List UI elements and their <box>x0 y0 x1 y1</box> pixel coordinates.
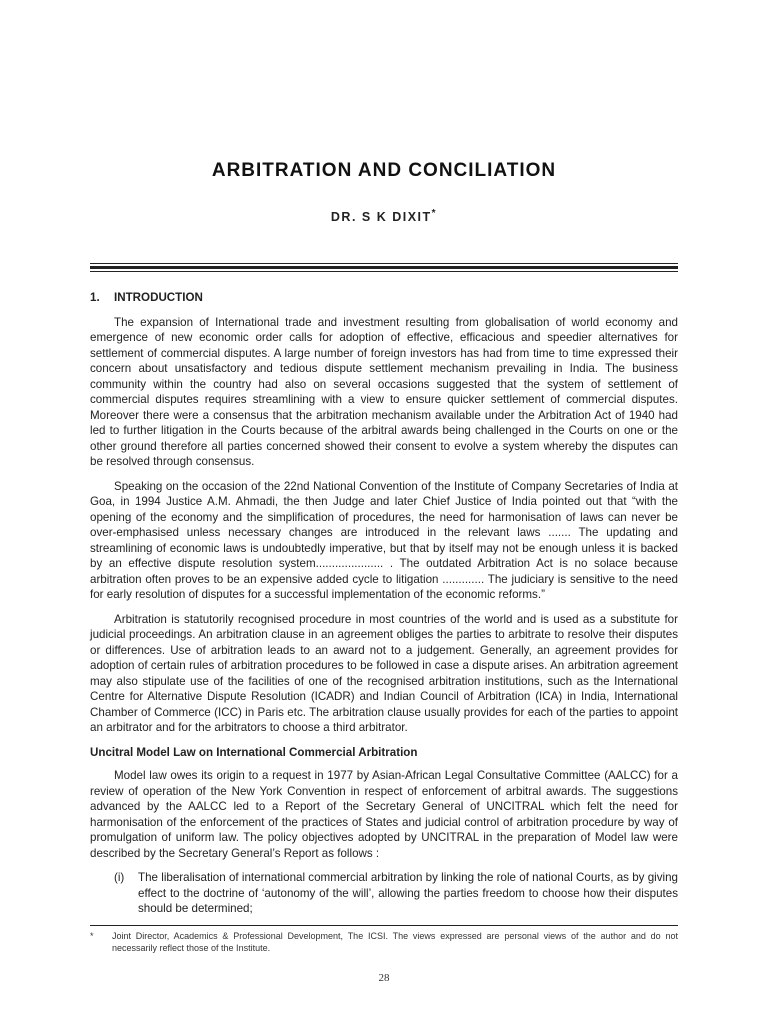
section-heading <box>90 290 678 306</box>
paragraph: The expansion of International trade and investment resulting from globalisation of world economy and emergence of new economic order calls for adoption of effective, efficacious and speedier alternatives for settlement of commercial disputes. A large number of foreign investors has had from time to time expressed their concern about unsatisfactory and tedious dispute settlement mechanism prevailing in India. The business community within the country had also on several occasions suggested that the system of settlement of commercial disputes requires streamlining with a view to ensure quicker settlement of commercial disputes. Moreover there were a consensus that the arbitration mechanism available under the Arbitration Act of 1940 had led to further litigation in the Courts because of the arbitral awards being challenged in the Courts on one or the other ground therefore all parties concerned showed their consent to evolve a system whereby the disputes can be resolved through consensus. <box>90 315 678 468</box>
page-number: 28 <box>378 972 390 984</box>
paragraph: Model law owes its origin to a request in 1977 by Asian-African Legal Consultative Committee (AALCC) for a review of operation of the New York Convention in respect of enforcement of arbitral awards. The suggestions advanced by the AALCC led to a Report of the Secretary General of UNCITRAL which felt the need for harmonisation of the enforcement of the practices of States and judicial control of arbitration procedure by way of promulgation of uniform law. The policy objectives adopted by UNCITRAL in the preparation of Model law were described by the Secretary General’s Report as follows : <box>90 769 678 860</box>
list-marker: (i) <box>114 871 125 884</box>
subsection-heading: Uncitral Model Law on International Commercial Arbitration <box>90 745 418 759</box>
list-item-text: The liberalisation of international commercial arbitration by linking the role of national Courts, as by giving effect to the doctrine of ‘autonomy of the will’, allowing the parties freedom to choose how their disputes should be determined; <box>138 871 678 915</box>
footnote <box>90 930 678 954</box>
paragraph: Arbitration is statutorily recognised procedure in most countries of the world and is used as a substitute for judicial proceedings. An arbitration clause in an agreement obliges the parties to arbitrate to resolve their disputes or differences. Use of arbitration leads to an award not to a judgement. Generally, an agreement provides for adoption of certain rules of arbitration procedures to be followed in case a dispute arises. An arbitration agreement may also stipulate use of the facilities of one of the recognised arbitration institutions, such as the International Centre for Alternative Dispute Resolution (ICADR) and Indian Council of Arbitration (ICA) in India, International Chamber of Commerce (ICC) in Paris etc. The arbitration clause usually provides for each of the parties to appoint an arbitrator and for the arbitrators to choose a third arbitrator. <box>90 612 678 734</box>
footnote-divider <box>90 925 678 926</box>
author-line <box>0 208 768 224</box>
author-footnote-mark: * <box>431 208 438 219</box>
divider-thin-bottom <box>90 271 678 272</box>
document-title: ARBITRATION AND CONCILIATION <box>211 160 557 181</box>
footnote-mark: * <box>90 931 94 941</box>
footnote-text: Joint Director, Academics & Professional Development, The ICSI. The views expressed are personal views of the author and do not necessarily reflect those of the Institute. <box>112 931 678 953</box>
divider-thick <box>90 266 678 269</box>
section-number: 1. <box>90 291 100 304</box>
title-divider <box>90 263 678 274</box>
body-text <box>90 290 678 917</box>
paragraph: Speaking on the occasion of the 22nd National Convention of the Institute of Company Secretaries of India at Goa, in 1994 Justice A.M. Ahmadi, the then Judge and later Chief Justice of India pointed out that “with the opening of the economy and the simplification of procedures, the need for harmonisation of laws can never be over-emphasised unless necessary changes are introduced in the relevant laws ....... The updating and streamlining of economic laws is undoubtedly imperative, but that by itself may not be enough unless it is backed by an effective dispute resolution system..................... . The outdated Arbitration Act is no solace because arbitration often proves to be an expensive added cycle to litigation ............. The judiciary is sensitive to the need for early resolution of disputes for a successful implementation of the economic reforms.” <box>90 479 678 601</box>
author-name: DR. S K DIXIT <box>330 210 432 225</box>
divider-thin-top <box>90 263 678 264</box>
list-item <box>114 870 678 917</box>
section-title: INTRODUCTION <box>114 291 203 304</box>
